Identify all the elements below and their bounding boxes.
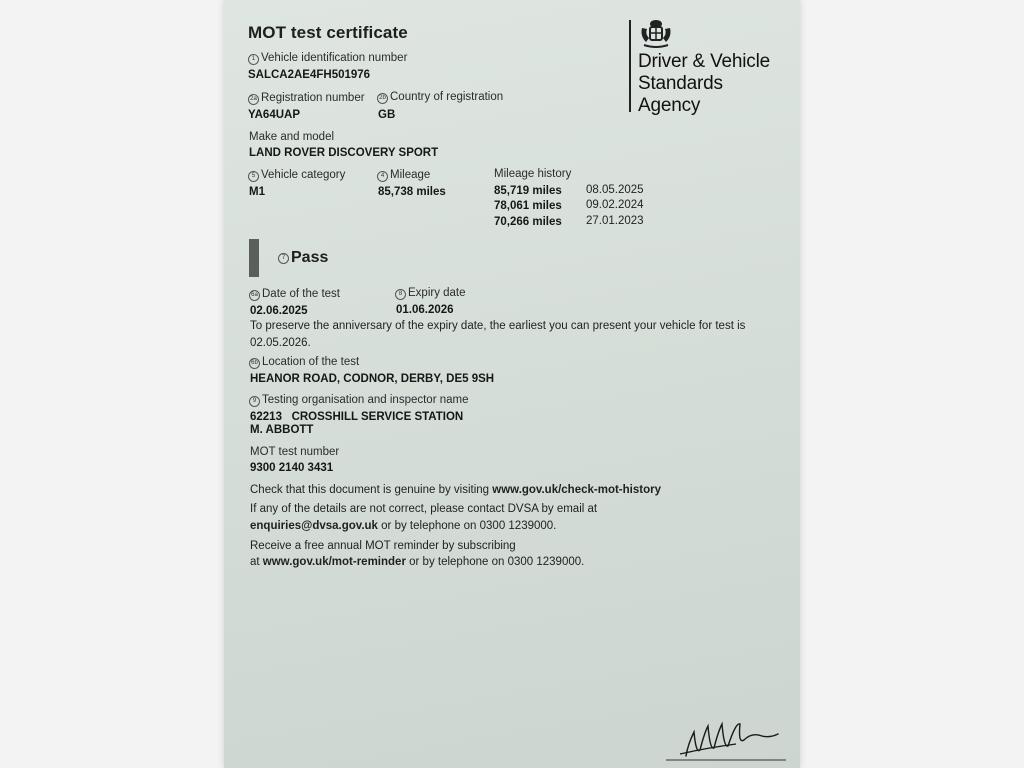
mot-reminder-link[interactable]: www.gov.uk/mot-reminder — [262, 556, 406, 568]
country-label: 2b Country of registration — [377, 91, 503, 104]
contact-text-line2: enquiries@dvsa.gov.uk or by telephone on 0300 1239000. — [250, 520, 557, 532]
reminder-text-line1: Receive a free annual MOT reminder by subscribing — [250, 540, 516, 552]
dvsa-email-link[interactable]: enquiries@dvsa.gov.uk — [250, 520, 378, 532]
mileage-history-label: Mileage history — [494, 168, 572, 180]
handwritten-signature-icon — [666, 714, 786, 764]
mileage-history-miles: 85,719 miles — [494, 185, 562, 197]
testing-organisation-label: 9 Testing organisation and inspector name — [249, 394, 469, 407]
field-number-badge: 4 — [377, 171, 388, 182]
test-result: 7 Pass — [278, 249, 328, 267]
expiry-date-value: 01.06.2026 — [396, 304, 454, 316]
mot-test-number-label: MOT test number — [250, 446, 340, 458]
vehicle-category-value: M1 — [249, 186, 265, 198]
mileage-history-date: 27.01.2023 — [586, 215, 644, 227]
location-value: HEANOR ROAD, CODNOR, DERBY, DE5 9SH — [250, 373, 495, 385]
field-number-badge: 2a — [248, 94, 259, 105]
mot-test-number-value: 9300 2140 3431 — [250, 462, 334, 474]
mileage-history-miles: 70,266 miles — [494, 216, 562, 228]
make-model-label: Make and model — [249, 131, 335, 143]
anniversary-note-line1: To preserve the anniversary of the expiry date, the earliest you can present your vehicle for test is — [250, 320, 746, 332]
result-indicator-bar — [249, 239, 259, 277]
mileage-history-date: 08.05.2025 — [586, 184, 644, 196]
contact-text-line1: If any of the details are not correct, please contact DVSA by email at — [250, 503, 598, 515]
make-model-value: LAND ROVER DISCOVERY SPORT — [249, 147, 439, 159]
vehicle-category-label: 5 Vehicle category — [248, 169, 345, 182]
field-number-badge: 6a — [249, 290, 260, 301]
certificate-paper — [224, 0, 800, 768]
test-date-label: 6a Date of the test — [249, 288, 340, 301]
agency-name-line1: Driver & Vehicle — [638, 51, 770, 72]
vin-label: 1 Vehicle identification number — [248, 52, 407, 65]
agency-divider — [629, 20, 631, 112]
mileage-value: 85,738 miles — [378, 186, 446, 198]
genuine-check-text: Check that this document is genuine by visiting www.gov.uk/check-mot-history — [250, 484, 661, 496]
mileage-history-miles: 78,061 miles — [494, 200, 562, 212]
check-mot-history-link[interactable]: www.gov.uk/check-mot-history — [492, 484, 661, 496]
royal-coat-of-arms-icon — [638, 18, 674, 50]
field-number-badge: 9 — [249, 396, 260, 407]
field-number-badge: 7 — [278, 253, 289, 264]
vin-value: SALCA2AE4FH501976 — [248, 69, 371, 81]
field-number-badge: 1 — [248, 54, 259, 65]
reminder-text-line2: at www.gov.uk/mot-reminder or by telephone on 0300 1239000. — [250, 556, 585, 568]
anniversary-note-line2: 02.05.2026. — [250, 337, 311, 349]
field-number-badge: 2b — [377, 93, 388, 104]
location-label: 6b Location of the test — [249, 356, 359, 369]
registration-label: 2a Registration number — [248, 92, 365, 105]
field-number-badge: 8 — [395, 289, 406, 300]
field-number-badge: 5 — [248, 171, 259, 182]
registration-value: YA64UAP — [248, 109, 300, 121]
field-number-badge: 6b — [249, 358, 260, 369]
inspector-name: M. ABBOTT — [250, 424, 314, 436]
test-date-value: 02.06.2025 — [250, 305, 308, 317]
certificate-title: MOT test certificate — [248, 23, 408, 42]
agency-name-line3: Agency — [638, 95, 701, 116]
agency-name-line2: Standards — [638, 73, 723, 94]
mileage-history-date: 09.02.2024 — [586, 199, 644, 211]
mileage-label: 4 Mileage — [377, 169, 430, 182]
country-value: GB — [378, 109, 396, 121]
testing-organisation-value: 62213 CROSSHILL SERVICE STATION — [250, 411, 464, 423]
expiry-date-label: 8 Expiry date — [395, 287, 466, 300]
